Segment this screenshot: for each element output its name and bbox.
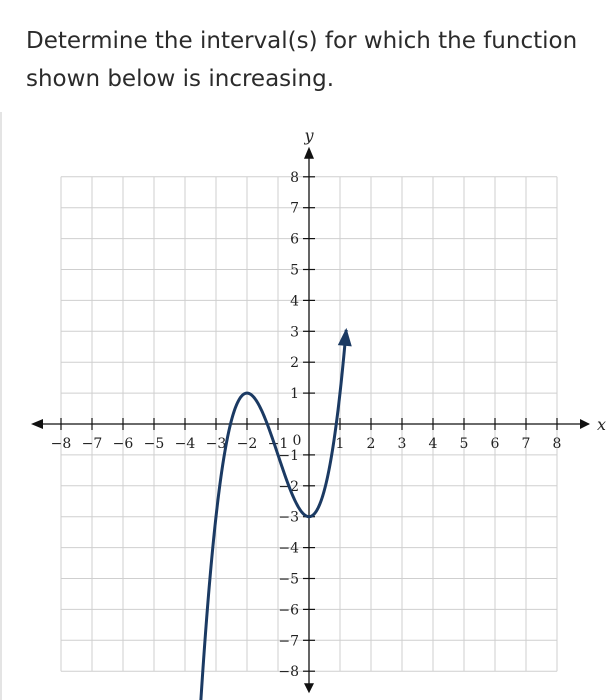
y-tick-label: 4 <box>290 293 299 310</box>
x-tick-label: 5 <box>459 436 469 452</box>
y-axis-arrow-up <box>304 147 314 159</box>
x-tick-label: 2 <box>366 436 376 452</box>
y-tick-label: −5 <box>278 571 299 588</box>
y-axis-arrow-down <box>304 683 314 693</box>
y-tick-label: 2 <box>290 355 299 372</box>
x-tick-label: −4 <box>174 436 196 452</box>
y-tick-label: 1 <box>290 386 299 403</box>
x-tick-label: 8 <box>552 436 562 452</box>
y-tick-label: −7 <box>278 633 299 650</box>
x-tick-label: −7 <box>81 436 103 452</box>
x-axis-arrow-left <box>31 419 43 429</box>
y-tick-label: 8 <box>290 169 299 186</box>
y-tick-label: 5 <box>290 262 299 279</box>
x-tick-label: −5 <box>143 436 165 452</box>
x-tick-label: −8 <box>50 436 72 452</box>
y-tick-label: 7 <box>290 200 299 217</box>
y-tick-label: 6 <box>290 231 299 248</box>
axes <box>31 147 589 693</box>
x-tick-label: −6 <box>112 436 134 452</box>
x-tick-label: −2 <box>236 436 258 452</box>
function-curve <box>197 330 346 700</box>
tick-labels <box>51 126 606 680</box>
curve-group <box>191 328 351 700</box>
question-line-2: shown below is increasing. <box>26 66 335 92</box>
x-tick-label: −1 <box>267 436 289 452</box>
x-tick-label: 6 <box>490 436 500 452</box>
x-tick-label: 7 <box>521 436 531 452</box>
y-tick-label: −1 <box>278 447 299 464</box>
x-tick-label: 1 <box>335 436 345 452</box>
x-tick-label: 3 <box>397 436 407 452</box>
y-tick-label: −6 <box>278 602 299 619</box>
x-tick-label: 4 <box>428 436 438 452</box>
y-axis-label: y <box>304 125 314 145</box>
y-tick-label: 3 <box>290 324 299 341</box>
y-tick-label: −3 <box>278 509 299 526</box>
y-tick-label: −8 <box>278 664 299 681</box>
origin-label: 0 <box>292 433 302 449</box>
y-tick-label: −2 <box>278 478 299 495</box>
y-tick-label: −4 <box>278 540 299 557</box>
x-axis-label: x <box>597 415 607 434</box>
question-line-1: Determine the interval(s) for which the function <box>26 28 578 54</box>
x-tick-label: −3 <box>205 436 227 452</box>
